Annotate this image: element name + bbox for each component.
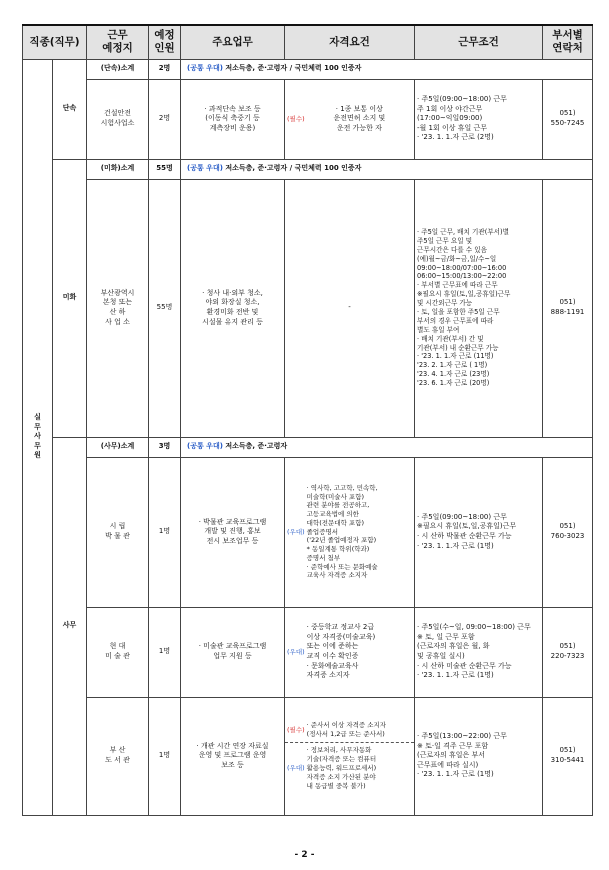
header-condition: 근무조건 bbox=[415, 25, 543, 59]
section-name: 사무 bbox=[53, 437, 87, 815]
table-row bbox=[23, 457, 593, 607]
group-cell: 실 무 사 무 원 bbox=[23, 59, 53, 815]
qual-cell: (우대) · 역사학, 고고학, 민속학, 미술학(미술사 포함) 관련 분야를 전공하고, 고등교육법에 의한 대학(전문대학 포함) 졸업증명서 ('22년 졸업예정자 포함) * 동일계통 학위(학과) 증명서 첨부 · 준학예사 또는 문화예술 교육사 자격증 소지자 bbox=[285, 457, 415, 607]
table-row bbox=[23, 697, 593, 815]
job-table bbox=[22, 24, 593, 816]
header-place: 근무 예정지 bbox=[87, 25, 149, 59]
summary-count: 3명 bbox=[149, 437, 181, 457]
qual-cell: - bbox=[285, 179, 415, 437]
duty-cell: · 과적단속 보조 등 (이동식 축중기 등 계측장비 운용) bbox=[181, 79, 285, 159]
table-row bbox=[23, 79, 593, 159]
summary-count: 55명 bbox=[149, 159, 181, 179]
count-cell: 1명 bbox=[149, 457, 181, 607]
cond-cell: · 주5일(09:00~18:00) 근무 ※필요시 휴일(토,일,공휴일)근무 · 시 산하 박물관 순환근무 가능 · '23. 1. 1.자 근로 (1명) bbox=[415, 457, 543, 607]
duty-cell: · 청사 내·외부 청소, 야외 화장실 청소, 환경미화 전반 및 시설물 유지 관리 등 bbox=[181, 179, 285, 437]
count-cell: 1명 bbox=[149, 697, 181, 815]
table-row bbox=[23, 179, 593, 437]
header-qualification: 자격요건 bbox=[285, 25, 415, 59]
duty-cell: · 미술관 교육프로그램 업무 지원 등 bbox=[181, 607, 285, 697]
header-job: 직종(직무) bbox=[23, 25, 87, 59]
place-cell: 현 대 미 술 관 bbox=[87, 607, 149, 697]
summary-count: 2명 bbox=[149, 59, 181, 79]
place-cell: 시 립 박 물 관 bbox=[87, 457, 149, 607]
duty-cell: · 박물관 교육프로그램 개발 및 진행, 홍보 전시 보조업무 등 bbox=[181, 457, 285, 607]
qual-cell: (우대) · 중등학교 정교사 2급 이상 자격증(미술교육) 또는 이에 준하는 교직 이수 확인증 · 문화예술교육사 자격증 소지자 bbox=[285, 607, 415, 697]
place-cell: 부산광역시 본청 또는 산 하 사 업 소 bbox=[87, 179, 149, 437]
summary-row bbox=[23, 437, 593, 457]
cond-cell: · 주5일(13:00~22:00) 근무 ※ 토·일 격주 근무 포함 (근로자의 휴일은 부서 근무표에 따라 실시) · '23. 1. 1.자 근로 (1명) bbox=[415, 697, 543, 815]
table-row bbox=[23, 607, 593, 697]
header-duty: 주요업무 bbox=[181, 25, 285, 59]
count-cell: 1명 bbox=[149, 607, 181, 697]
page-number: - 2 - bbox=[294, 850, 315, 860]
qual-cell: (필수) · 준사서 이상 자격증 소지자 (정사서 1,2급 또는 준사서) (우대) · 정보처리, 사무자동화 기술(자격증 또는 컴퓨터 활용능력, 워드프로세서) 자격증 소지 가산된 분야 내 동급별 중복 불가) bbox=[285, 697, 415, 815]
cond-cell: · 주5일(09:00~18:00) 근무 주 1회 이상 야간근무 (17:00~익일09:00) -월 1회 이상 휴일 근무 · '23. 1. 1.자 근로 (2명) bbox=[415, 79, 543, 159]
summary-note: (공통 우대) 저소득층, 준·고령자 / 국민체력 100 인증자 bbox=[181, 159, 593, 179]
header-contact: 부서별 연락처 bbox=[543, 25, 593, 59]
contact-cell: 051) 310-5441 bbox=[543, 697, 593, 815]
contact-cell: 051) 888-1191 bbox=[543, 179, 593, 437]
summary-note: (공통 우대) 저소득층, 준·고령자 bbox=[181, 437, 593, 457]
summary-row bbox=[23, 59, 593, 79]
section-name: 미화 bbox=[53, 159, 87, 437]
summary-row bbox=[23, 159, 593, 179]
summary-note: (공통 우대) 저소득층, 준·고령자 / 국민체력 100 인증자 bbox=[181, 59, 593, 79]
summary-label: (미화)소계 bbox=[87, 159, 149, 179]
count-cell: 55명 bbox=[149, 179, 181, 437]
summary-label: (단속)소계 bbox=[87, 59, 149, 79]
place-cell: 부 산 도 서 관 bbox=[87, 697, 149, 815]
contact-cell: 051) 220-7323 bbox=[543, 607, 593, 697]
section-name: 단속 bbox=[53, 59, 87, 159]
place-cell: 건설안전 시험사업소 bbox=[87, 79, 149, 159]
duty-cell: · 개관 시간 연장 자료실 운영 및 프로그램 운영 보조 등 bbox=[181, 697, 285, 815]
count-cell: 2명 bbox=[149, 79, 181, 159]
qual-cell: (필수) · 1종 보통 이상 운전면허 소지 및 운전 가능한 자 bbox=[285, 79, 415, 159]
header-row bbox=[23, 25, 593, 59]
dashed-divider bbox=[285, 742, 414, 743]
contact-cell: 051) 760-3023 bbox=[543, 457, 593, 607]
header-count: 예정 인원 bbox=[149, 25, 181, 59]
cond-cell: · 주5일(수~일, 09:00~18:00) 근무 ※ 토, 일 근무 포함 (근로자의 휴일은 월, 화 및 공휴일 실시) · 시 산하 미술관 순환근무 가능 · '23. 1. 1.자 근로 (1명) bbox=[415, 607, 543, 697]
cond-cell: · 주5일 근무, 배치 기관(부서)별 주5일 근무 요일 및 근무시간은 다를 수 있음 (예)월~금/화~금,일/수~일 09:00~18:00/07:00~16:00 06:00~15:00/13:00~22:00 · 부서별 근무표에 따라 근무 ※필요시 휴일(토,일,공휴일)근무 및 시간외근무 가능 · 토, 일을 포함한 주5일 근무 부서의 경우 근무표에 따라 별도 휴일 부여 · 배치 기관(부서) 간 및 기관(부서) 내 순환근무 가능 · '23. 1. 1.자 근로 (11명) '23. 2. 1.자 근로 ( 1명) '23. 4. 1.자 근로 (23명) '23. 6. 1.자 근로 (20명) bbox=[415, 179, 543, 437]
summary-label: (사무)소계 bbox=[87, 437, 149, 457]
contact-cell: 051) 550-7245 bbox=[543, 79, 593, 159]
